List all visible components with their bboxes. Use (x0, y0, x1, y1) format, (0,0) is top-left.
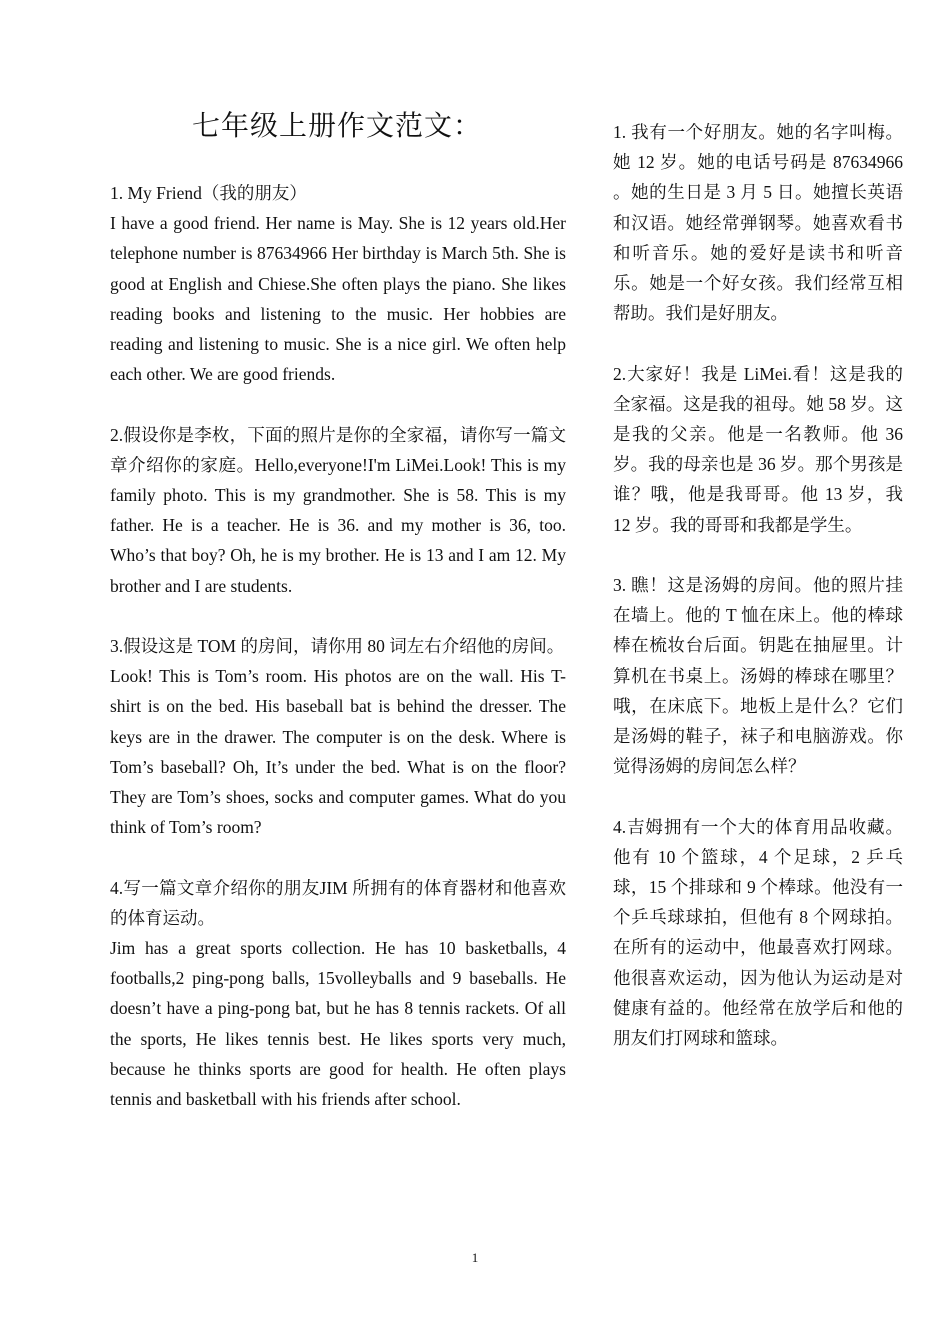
essay-3-translation: 3. 瞧！这是汤姆的房间。他的照片挂在墙上。他的 T 恤在床上。他的棒球棒在梳妆台后面。钥匙在抽屉里。计算机在书桌上。汤姆的棒球在哪里？哦，在床底下。地板上是什么？它们是汤姆的鞋子，袜子和电脑游戏。你觉得汤姆的房间怎么样？ (613, 575, 903, 777)
chinese-column (613, 117, 903, 1083)
essay-4-translation: 4.吉姆拥有一个大的体育用品收藏。他有 10 个篮球，4 个足球，2 乒乓球，15 个排球和 9 个棒球。他没有一个乒乓球球拍，但他有 8 个网球拍。在所有的运动中，他最喜欢打网球。他很喜欢运动，因为他认为运动是对健康有益的。他经常在放学后和他的朋友们打网球和篮球。 (613, 816, 903, 1049)
essay-4-heading: 4.写一篇文章介绍你的朋友JIM 所拥有的体育器材和他喜欢的体育运动。 (110, 877, 566, 928)
essay-1-translation: 1. 我有一个好朋友。她的名字叫梅。她 12 岁。她的电话号码是 87634966 。她的生日是 3 月 5 日。她擅长英语和汉语。她经常弹钢琴。她喜欢看书和听音乐。她的爱好是读书和听音乐。她是一个好女孩。我们经常互相帮助。我们是好朋友。 (613, 122, 903, 324)
essay-1-english (110, 178, 566, 389)
page-number: 1 (471, 1250, 479, 1265)
essay-4-chinese (613, 812, 903, 1054)
essay-4-body: Jim has a great sports collection. He has 10 basketballs, 4 footballs,2 ping-pong balls, 15volleyballs and 9 baseballs. He doesn’t have a ping-pong bat, but he has 8 tennis rackets. Of all the sports, He likes tennis best. He likes sports very much, because he thinks sports are good for health. He often plays tennis and basketball with his friends after school. (110, 938, 566, 1110)
english-column (110, 178, 566, 1144)
essay-3-english (110, 631, 566, 842)
essay-2-translation: 2.大家好！我是 LiMei.看！这是我的全家福。这是我的祖母。她 58 岁。这是我的父亲。他是一名教师。他 36 岁。我的母亲也是 36 岁。那个男孩是谁？哦，他是我哥哥。他 13 岁，我 12 岁。我的哥哥和我都是学生。 (613, 363, 903, 535)
essay-3-chinese (613, 570, 903, 781)
essay-3-heading: 3.假设这是 TOM 的房间，请你用 80 词左右介绍他的房间。 (110, 636, 565, 657)
essay-2-chinese (613, 359, 903, 540)
essay-4-english (110, 873, 566, 1115)
essay-1-chinese (613, 117, 903, 328)
page-title: 七年级上册作文范文： (192, 109, 483, 142)
essay-3-body: Look! This is Tom’s room. His photos are on the wall. His T-shirt is on the bed. His baseball bat is behind the dresser. The keys are in the drawer. The computer is on the desk. Where is Tom’s baseball? Oh, It’s under the bed. What is on the floor? They are Tom’s shoes, socks and computer games. What do you think of Tom’s room? (110, 666, 566, 838)
essay-2-english (110, 420, 566, 601)
essay-1-heading: 1. My Friend（我的朋友） (110, 183, 307, 203)
essay-2-body: 2.假设你是李枚，下面的照片是你的全家福，请你写一篇文章介绍你的家庭。Hello,everyone!I'm LiMei.Look! This is my family photo. This is my grandmother. She is 58. This is my father. He is a teacher. He is 36. and my mother is 36, too. Who’s that boy? Oh, he is my brother. He is 13 and I am 12. My brother and I are students. (110, 424, 566, 596)
essay-1-body: I have a good friend. Her name is May. She is 12 years old.Her telephone number is 87634966 Her birthday is March 5th. She is good at English and Chiese.She often plays the piano. She likes reading books and listening to the music. Her hobbies are reading and listening to music. She is a nice girl. We often help each other. We are good friends. (110, 213, 566, 385)
